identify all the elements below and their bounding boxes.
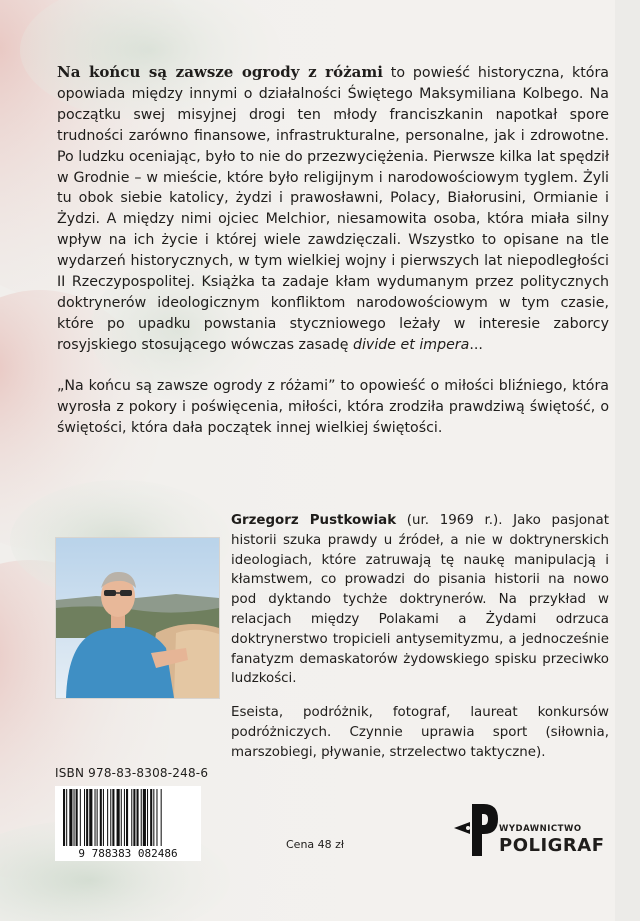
barcode-digits: 9 788383 082486 xyxy=(78,847,178,860)
barcode-bar xyxy=(103,789,104,846)
barcode-bar xyxy=(141,789,142,846)
barcode-bar xyxy=(69,789,72,846)
barcode-bar xyxy=(112,789,114,846)
barcode-bar xyxy=(86,789,88,846)
author-bio-paragraph-2: Eseista, podróżnik, fotograf, laureat konkursów podróżniczych. Czynnie uprawia sport (siłownia, marszobiegi, pływanie, strzelectwo taktyczne). xyxy=(231,705,609,760)
description-paragraph-2: „Na końcu są zawsze ogrody z różami” to opowieść o miłości bliźniego, która wyrosła z pokory i poświęcenia, miłości, która zrodziła prawdziwą świętość, o świętości, która dała początek innej wielkiej świętości. xyxy=(57,377,609,436)
publisher-name: POLIGRAF xyxy=(499,835,605,856)
barcode-bar xyxy=(124,789,125,846)
description-ellipsis: ... xyxy=(469,336,483,353)
barcode-bar xyxy=(147,789,148,846)
barcode-bar xyxy=(133,789,135,846)
barcode-bar xyxy=(156,789,157,846)
isbn-barcode xyxy=(55,786,201,861)
barcode-bar xyxy=(84,789,85,846)
description-paragraph-1 xyxy=(57,62,609,356)
book-title: Na końcu są zawsze ogrody z różami xyxy=(57,63,383,81)
barcode-bar xyxy=(150,789,152,846)
barcode-bar xyxy=(107,789,108,846)
barcode-bar xyxy=(76,789,78,846)
barcode-bar xyxy=(126,789,128,846)
barcode-bar xyxy=(63,789,65,846)
barcode-bar xyxy=(121,789,122,846)
barcode-bar xyxy=(66,789,67,846)
barcode-bar xyxy=(131,789,132,846)
barcode-bar xyxy=(100,789,102,846)
price-label: Cena 48 zł xyxy=(286,838,345,851)
barcode-bar xyxy=(161,789,162,846)
author-bio-paragraph-1 xyxy=(231,511,609,689)
description-text: to powieść historyczna, która opowiada między innymi o działalności Świętego Maksymiliana Kolbego. Na początku swej misyjnej drogi ten młody franciszkanin napotkał spore trudności zarówno finansowe, infrastrukturalne, personalne, jak i zdrowotne. Po ludzku oceniając, było to nie do przezwyciężenia. Pierwsze kilka lat spędził w Grodnie – w mieście, które było religijnym i narodowościowym tyglem. Żyli tu obok siebie katolicy, żydzi i prawosławni, Polacy, Białorusini, Ormianie i Żydzi. A między nimi ojciec Melchior, niesamowita osoba, która miała silny wpływ na ich życie i której wiele zawdzięczali. Wszystko to opisane na tle wydarzeń historycznych, w tym wielkiej wojny i pierwszych lat niepodległości II Rzeczypospolitej. Książka ta zadaje kłam wydumanym przez politycznych doktrynerów ideologicznym konfliktom narodowościowym w tym czasie, które po upadku powstania styczniowego leżały w interesie zaborcy rosyjskiego stosującego wówczas zasadę xyxy=(57,65,609,353)
publisher-label: WYDAWNICTWO xyxy=(499,824,582,834)
author-bio-text: (ur. 1969 r.). Jako pasjonat historii szuka prawdy u źródeł, a nie w doktrynerskich ideologiach, które zatruwają tę naukę manipulacją i kłamstwem, co prowadzi do pisania historii na nowo pod dyktando tychże doktrynerów. Na przykład w relacjach między Polakami a Żydami odrzuca doktrynerstwo tropicieli antysemityzmu, a jednocześnie fanatyzm demaskatorów żydowskiego spisku przeciwko ludzkości. xyxy=(231,513,609,687)
author-name: Grzegorz Pustkowiak xyxy=(231,513,397,528)
barcode-bar xyxy=(74,789,75,846)
barcode-bar xyxy=(137,789,139,846)
book-description xyxy=(57,62,609,438)
latin-phrase: divide et impera xyxy=(352,336,470,353)
barcode-bar xyxy=(153,789,154,846)
barcode-bar xyxy=(143,789,146,846)
barcode-bar xyxy=(95,789,96,846)
barcode-bar xyxy=(97,789,98,846)
author-bio xyxy=(231,511,609,763)
publisher-p-logo-icon xyxy=(448,800,500,860)
isbn-number: ISBN 978-83-8308-248-6 xyxy=(55,766,209,780)
barcode-bar xyxy=(89,789,92,846)
author-photo xyxy=(55,537,220,699)
publisher-logo xyxy=(448,800,605,860)
barcode-bar xyxy=(117,789,120,846)
barcode-bar xyxy=(110,789,111,846)
barcode-bar xyxy=(80,789,81,846)
